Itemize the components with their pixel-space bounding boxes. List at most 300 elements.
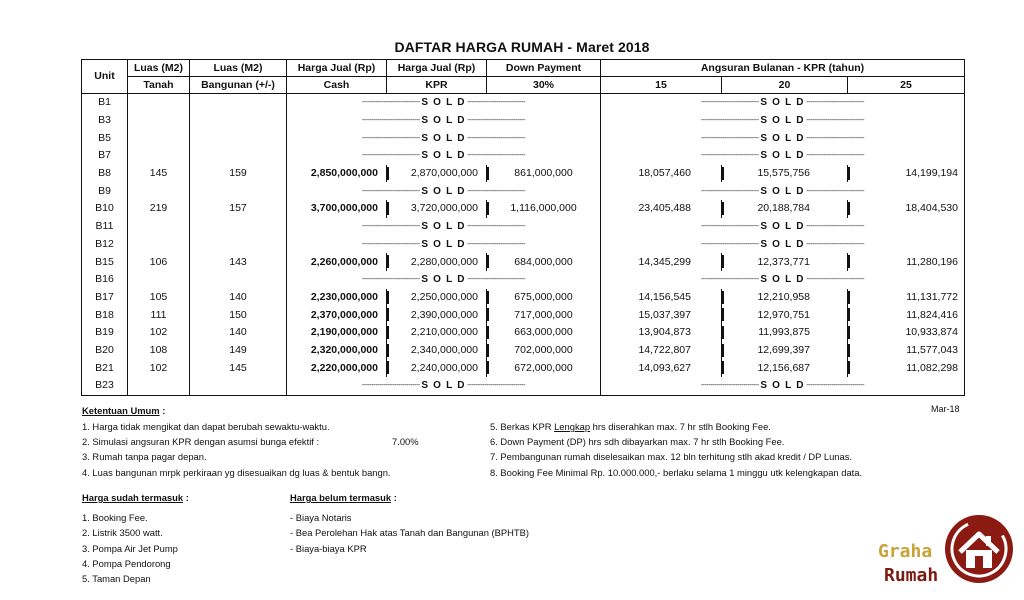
table-row [82,165,965,183]
cell-harga-cash [287,253,387,271]
cell-bangunan [190,182,287,200]
table-row [82,306,965,324]
cell-down-payment [487,165,601,183]
cell-bangunan [190,271,287,289]
cell-angsuran-15 [601,289,722,307]
cell-angsuran-15-text: 15,037,397 [638,308,691,321]
cell-harga-cash-text: 2,260,000,000 [310,255,378,268]
cell-bangunan-text: 140 [229,290,247,303]
date-tag: Mar-18 [931,404,960,414]
cell-bangunan [190,359,287,377]
cell-unit [82,271,128,289]
cell-bangunan [190,236,287,254]
belum-heading: Harga belum termasuk [290,492,392,503]
cell-angsuran-25 [848,165,965,183]
cell-angsuran-20-text: 11,993,875 [758,326,810,339]
belum-heading-line [290,490,529,505]
cell-divider [722,202,724,215]
ketentuan-colon: : [159,405,166,416]
bunga-value: 7.00% [392,436,419,448]
cell-divider [722,167,724,180]
cell-divider [387,326,389,339]
sold-angsuran-cell [601,377,965,395]
cell-harga-kpr [387,342,487,360]
ketentuan-left-list [82,419,462,480]
cell-divider [487,326,489,339]
cell-unit-text: B16 [95,273,114,286]
cell-bangunan [190,306,287,324]
sold-label: S O L D [421,185,466,197]
cell-bangunan [190,218,287,236]
cell-unit [82,377,128,395]
cell-harga-cash-text: 2,220,000,000 [310,361,378,374]
sold-label: S O L D [421,221,466,233]
cell-tanah [128,165,190,183]
ketentuan-item: 8. Booking Fee Minimal Rp. 10.000.000,- berlaku selama 1 minggu utk kelengkapan data. [490,466,863,478]
cell-divider [387,167,389,180]
cell-tanah [128,253,190,271]
cell-harga-kpr [387,165,487,183]
cell-angsuran-25-text: 11,824,416 [906,308,958,321]
cell-bangunan-text: 145 [229,361,247,374]
cell-down-payment [487,200,601,218]
cell-angsuran-20-text: 12,970,751 [757,308,810,321]
cell-divider [487,202,489,215]
cell-divider [487,291,489,304]
cell-unit [82,129,128,147]
sold-label: S O L D [760,221,805,233]
cell-tanah [128,182,190,200]
header-kpr: KPR [387,77,487,94]
cell-harga-kpr [387,289,487,307]
sold-dash-left: ------------------------------ [361,276,422,284]
cell-divider [848,308,850,321]
sold-dash-left: ------------------------------ [361,382,422,390]
sold-angsuran-cell [601,218,965,236]
cell-harga-cash [287,200,387,218]
header-tenor-20: 20 [722,77,848,94]
cell-bangunan [190,253,287,271]
sold-dash-right: ------------------------------ [465,382,526,390]
cell-tanah-text: 219 [149,202,168,215]
sold-dash-right: ------------------------------ [465,99,526,107]
header-luas-tanah: Luas (M2) [128,60,190,77]
cell-harga-cash-text: 2,190,000,000 [310,326,378,339]
cell-tanah-text: 102 [149,326,168,339]
cell-unit [82,342,128,360]
sold-label: S O L D [421,97,466,109]
cell-harga-kpr [387,253,487,271]
sold-price-cell [287,182,601,200]
cell-tanah [128,289,190,307]
table-row [82,324,965,342]
ketentuan-item-text: hrs diserahkan max. 7 hr stlh Booking Fee. [590,421,771,432]
cell-harga-kpr-text: 2,340,000,000 [410,343,478,356]
cell-bangunan [190,147,287,165]
cell-tanah [128,200,190,218]
cell-unit-text: B17 [95,290,114,303]
sold-dash-right: ------------------------------ [465,240,526,248]
ketentuan-heading: Ketentuan Umum [82,405,160,416]
ketentuan-item-underline: Lengkap [554,421,591,432]
cell-divider [387,291,389,304]
sold-price-cell [287,377,601,395]
cell-unit-text: B18 [95,308,114,321]
cell-down-payment [487,306,601,324]
sold-dash-left: ------------------------------ [361,187,422,195]
sold-label: S O L D [421,238,466,250]
cell-unit-text: B10 [95,202,114,215]
cell-angsuran-20-text: 20,188,784 [757,202,810,215]
header-unit: Unit [82,60,128,94]
cell-unit [82,94,128,112]
sold-dash-right: ------------------------------ [465,276,526,284]
price-table [81,59,965,396]
sold-angsuran-cell [601,129,965,147]
cell-down-payment-text: 675,000,000 [514,290,573,303]
cell-tanah [128,218,190,236]
cell-bangunan [190,200,287,218]
sold-dash-right: ------------------------------ [465,152,526,160]
cell-divider [848,344,850,357]
cell-angsuran-15-text: 23,405,488 [638,202,691,215]
sold-dash-left: ------------------------------ [700,187,761,195]
cell-unit-text: B8 [98,167,111,180]
cell-tanah [128,324,190,342]
cell-angsuran-25-text: 18,404,530 [905,202,958,215]
ketentuan-item: 7. Pembangunan rumah diselesaikan max. 12 bln terhitung stlh akad kredit / DP Lunas. [490,451,853,463]
belum-item: - Bea Perolehan Hak atas Tanah dan Bangunan (BPHTB) [290,527,530,539]
sold-dash-right: ------------------------------ [804,99,865,107]
sold-dash-left: ------------------------------ [361,99,422,107]
belum-block [290,490,529,556]
cell-tanah-text: 111 [150,308,167,321]
cell-tanah-text: 145 [149,167,168,180]
header-harga-cash: Harga Jual (Rp) [287,60,387,77]
ketentuan-item: 6. Down Payment (DP) hrs sdh dibayarkan max. 7 hr stlh Booking Fee. [490,436,785,448]
table-row [82,289,965,307]
sold-dash-left: ------------------------------ [700,382,761,390]
cell-angsuran-25 [848,253,965,271]
cell-down-payment [487,289,601,307]
cell-tanah [128,94,190,112]
termasuk-heading: Harga sudah termasuk [82,492,184,503]
cell-down-payment-text: 717,000,000 [514,308,573,321]
sold-label: S O L D [421,274,466,286]
sold-dash-left: ------------------------------ [700,152,761,160]
cell-angsuran-25 [848,289,965,307]
cell-harga-cash [287,306,387,324]
sold-label: S O L D [421,132,466,144]
cell-angsuran-25-text: 10,933,874 [905,326,958,339]
cell-unit-text: B20 [95,343,114,356]
sold-label: S O L D [421,380,466,392]
cell-unit [82,236,128,254]
termasuk-item: 5. Taman Depan [82,573,151,585]
cell-harga-cash-text: 2,370,000,000 [310,308,378,321]
ketentuan-item-text: 2. Simulasi angsuran KPR dengan asumsi bunga efektif : [82,436,320,448]
cell-tanah [128,377,190,395]
logo-text-rumah: Rumah [884,565,939,586]
cell-tanah [128,112,190,130]
cell-unit [82,165,128,183]
ketentuan-item [82,434,462,449]
cell-bangunan [190,289,287,307]
cell-harga-kpr [387,324,487,342]
table-row [82,236,965,254]
cell-angsuran-25-text: 14,199,194 [905,167,958,180]
ketentuan-item-text: 5. Berkas KPR [490,421,555,432]
table-row [82,200,965,218]
cell-harga-cash [287,165,387,183]
cell-harga-kpr-text: 2,870,000,000 [410,167,478,180]
cell-harga-cash [287,324,387,342]
cell-angsuran-25 [848,306,965,324]
header-down-payment: Down Payment [487,60,601,77]
table-row [82,182,965,200]
cell-angsuran-15 [601,165,722,183]
sold-price-cell [287,112,601,130]
cell-bangunan [190,342,287,360]
cell-angsuran-15 [601,306,722,324]
logo-text-graha: Graha [878,541,933,562]
ketentuan-item [490,419,930,434]
cell-down-payment-text: 702,000,000 [514,343,573,356]
cell-harga-cash-text: 2,230,000,000 [310,290,378,303]
cell-unit [82,253,128,271]
cell-bangunan-text: 143 [229,255,247,268]
sold-label: S O L D [421,114,466,126]
cell-divider [722,361,724,374]
cell-unit-text: B3 [98,114,111,127]
sold-label: S O L D [760,132,805,144]
cell-angsuran-15 [601,324,722,342]
cell-tanah-text: 105 [149,290,168,303]
cell-bangunan [190,377,287,395]
sold-angsuran-cell [601,182,965,200]
sold-dash-right: ------------------------------ [465,187,526,195]
cell-tanah [128,271,190,289]
sold-dash-left: ------------------------------ [700,240,761,248]
sold-dash-right: ------------------------------ [804,276,865,284]
sold-label: S O L D [760,380,805,392]
sold-dash-left: ------------------------------ [700,223,761,231]
sold-dash-right: ------------------------------ [804,187,865,195]
cell-angsuran-15-text: 14,345,299 [638,255,691,268]
cell-harga-kpr-text: 2,210,000,000 [410,326,478,339]
sold-angsuran-cell [601,94,965,112]
sold-price-cell [287,94,601,112]
cell-divider [487,361,489,374]
ketentuan-heading-block [82,403,165,418]
cell-unit [82,324,128,342]
cell-tanah [128,342,190,360]
termasuk-item: 2. Listrik 3500 watt. [82,527,163,539]
cell-unit-text: B21 [95,361,114,374]
cell-unit-text: B19 [95,326,114,339]
ketentuan-item: 1. Harga tidak mengikat dan dapat berubah sewaktu-waktu. [82,421,330,432]
cell-unit [82,306,128,324]
termasuk-block [82,490,189,586]
cell-angsuran-25-text: 11,280,196 [906,255,958,268]
sold-dash-left: ------------------------------ [361,116,422,124]
sold-angsuran-cell [601,147,965,165]
cell-bangunan-text: 150 [229,308,247,321]
cell-angsuran-15 [601,359,722,377]
cell-harga-cash-text: 3,700,000,000 [310,202,378,215]
cell-tanah [128,359,190,377]
cell-angsuran-15 [601,342,722,360]
sold-label: S O L D [760,97,805,109]
sold-dash-right: ------------------------------ [804,382,865,390]
cell-divider [722,291,724,304]
header-dp-percent: 30% [487,77,601,94]
cell-harga-cash [287,289,387,307]
termasuk-heading-line [82,490,189,505]
header-cash: Cash [287,77,387,94]
cell-divider [387,202,389,215]
sold-dash-right: ------------------------------ [465,223,526,231]
cell-divider [722,326,724,339]
sold-label: S O L D [760,185,805,197]
cell-down-payment [487,342,601,360]
cell-divider [722,255,724,268]
cell-angsuran-25-text: 11,131,772 [906,290,958,303]
cell-down-payment-text: 861,000,000 [514,167,573,180]
cell-unit-text: B1 [98,96,111,109]
graha-rumah-logo [878,512,1018,594]
sold-angsuran-cell [601,236,965,254]
sold-price-cell [287,129,601,147]
cell-divider [848,167,850,180]
cell-angsuran-20-text: 12,210,958 [757,290,810,303]
cell-unit [82,289,128,307]
sold-dash-left: ------------------------------ [700,99,761,107]
sold-dash-left: ------------------------------ [700,116,761,124]
cell-harga-cash-text: 2,320,000,000 [310,343,378,356]
cell-angsuran-25 [848,200,965,218]
cell-divider [487,167,489,180]
belum-item: - Biaya-biaya KPR [290,542,367,554]
sold-price-cell [287,147,601,165]
cell-divider [387,255,389,268]
cell-divider [487,255,489,268]
sold-dash-right: ------------------------------ [465,134,526,142]
cell-divider [487,344,489,357]
cell-bangunan-text: 149 [229,343,247,356]
cell-angsuran-25 [848,324,965,342]
cell-down-payment [487,324,601,342]
cell-unit-text: B7 [98,149,111,162]
sold-dash-left: ------------------------------ [361,152,422,160]
cell-harga-kpr-text: 2,280,000,000 [410,255,478,268]
cell-down-payment-text: 672,000,000 [514,361,573,374]
cell-angsuran-15 [601,253,722,271]
cell-angsuran-20 [722,289,848,307]
header-harga-kpr: Harga Jual (Rp) [387,60,487,77]
sold-dash-right: ------------------------------ [804,152,865,160]
price-table-body [82,94,965,396]
cell-angsuran-20 [722,165,848,183]
cell-bangunan [190,129,287,147]
sold-dash-right: ------------------------------ [465,116,526,124]
header-tenor-15: 15 [601,77,722,94]
cell-harga-cash-text: 2,850,000,000 [310,167,378,180]
sold-label: S O L D [760,274,805,286]
table-row [82,377,965,395]
cell-unit-text: B5 [98,131,111,144]
sold-dash-right: ------------------------------ [804,116,865,124]
cell-harga-kpr [387,306,487,324]
cell-divider [487,308,489,321]
termasuk-item: 4. Pompa Pendorong [82,557,171,569]
sold-angsuran-cell [601,271,965,289]
cell-angsuran-15-text: 18,057,460 [638,167,691,180]
cell-angsuran-20-text: 12,156,687 [757,361,810,374]
cell-unit-text: B9 [98,184,111,197]
cell-angsuran-20 [722,200,848,218]
sold-dash-left: ------------------------------ [361,240,422,248]
cell-divider [387,361,389,374]
cell-bangunan-text: 157 [229,202,247,215]
cell-angsuran-15-text: 14,722,807 [638,343,691,356]
sold-dash-left: ------------------------------ [361,134,422,142]
belum-colon: : [391,492,397,503]
cell-angsuran-20 [722,359,848,377]
cell-angsuran-15-text: 14,156,545 [638,290,691,303]
cell-divider [387,308,389,321]
cell-tanah-text: 108 [149,343,168,356]
cell-divider [722,308,724,321]
cell-harga-kpr [387,200,487,218]
cell-bangunan-text: 140 [229,326,247,339]
header-tanah: Tanah [128,77,190,94]
cell-unit [82,218,128,236]
cell-angsuran-15-text: 13,904,873 [638,326,691,339]
sold-dash-right: ------------------------------ [804,223,865,231]
sold-price-cell [287,218,601,236]
cell-divider [848,291,850,304]
cell-harga-kpr-text: 2,250,000,000 [410,290,478,303]
cell-tanah-text: 102 [149,361,168,374]
cell-bangunan [190,112,287,130]
cell-harga-cash [287,342,387,360]
sold-dash-right: ------------------------------ [804,240,865,248]
cell-divider [848,255,850,268]
table-row [82,253,965,271]
cell-harga-kpr-text: 3,720,000,000 [410,202,478,215]
sold-price-cell [287,271,601,289]
cell-unit-text: B12 [95,237,114,250]
table-row [82,147,965,165]
cell-angsuran-25 [848,359,965,377]
cell-tanah [128,147,190,165]
sold-dash-left: ------------------------------ [700,276,761,284]
cell-angsuran-20 [722,342,848,360]
cell-harga-kpr [387,359,487,377]
table-row [82,129,965,147]
ketentuan-right-list [490,419,930,480]
sold-dash-left: ------------------------------ [700,134,761,142]
ketentuan-item: 4. Luas bangunan mrpk perkiraan yg disesuaikan dg luas & bentuk bangn. [82,466,391,478]
header-bangunan: Bangunan (+/-) [190,77,287,94]
cell-tanah [128,129,190,147]
cell-angsuran-20-text: 12,373,771 [757,255,810,268]
termasuk-item: 3. Pompa Air Jet Pump [82,542,178,554]
cell-unit [82,359,128,377]
cell-angsuran-20 [722,324,848,342]
header-luas-bangunan: Luas (M2) [190,60,287,77]
